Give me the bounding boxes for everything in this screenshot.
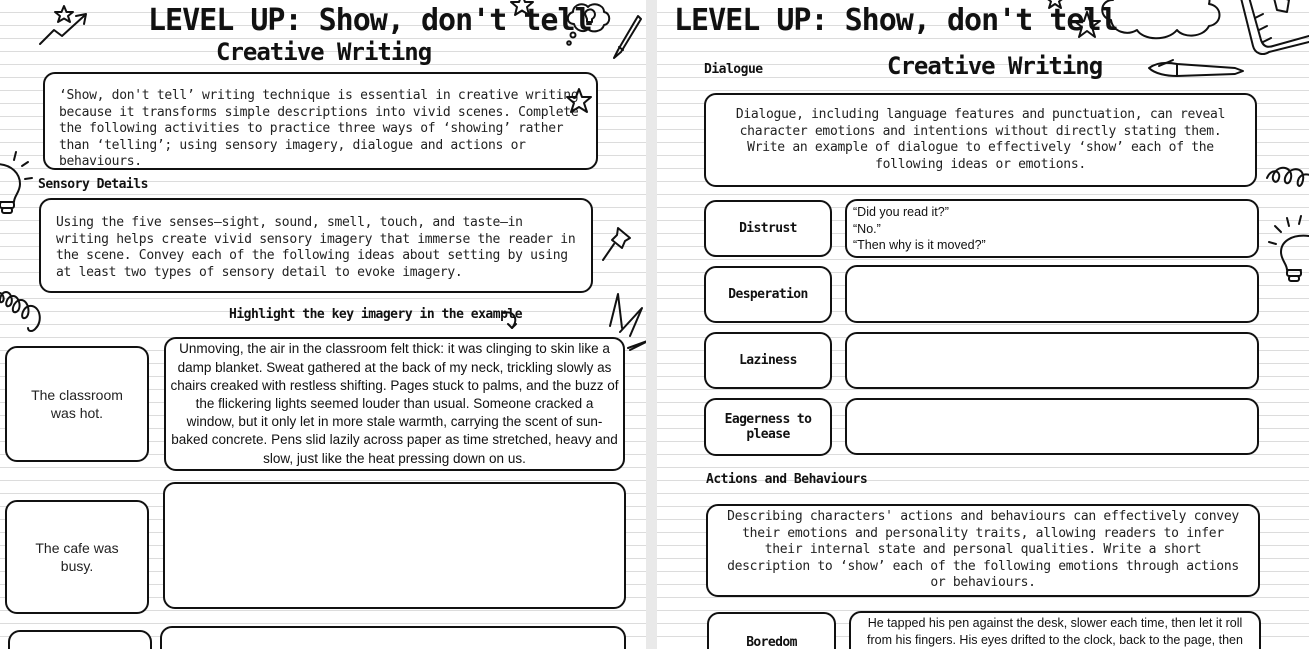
dialogue-label-desperation: Desperation <box>704 266 832 323</box>
star-arrow-icon <box>36 4 92 48</box>
sensory-answer-field[interactable] <box>160 626 626 649</box>
page-subtitle: Creative Writing <box>887 52 1103 80</box>
sensory-details-heading: Sensory Details <box>38 177 148 192</box>
worksheet-page-left <box>0 0 646 649</box>
dialogue-instructions-box: Dialogue, including language features and punctuation, can reveal character emotions and intentions without directly stating them. Write an example of dialogue to effectively ‘show’ each of the following ideas or emotions. <box>704 93 1257 187</box>
sensory-prompt-cell: The cafe was busy. <box>5 500 149 614</box>
star-icon <box>1069 10 1103 42</box>
dialogue-answer-field[interactable] <box>845 265 1259 323</box>
dialogue-line: “Did you read it?” <box>853 205 949 219</box>
dialogue-label-laziness: Laziness <box>704 332 832 389</box>
lightbulb-icon <box>1267 212 1309 286</box>
star-icon <box>563 88 593 116</box>
worksheet-page-right <box>657 0 1309 649</box>
dialogue-answer-field[interactable] <box>845 199 1259 258</box>
dialogue-label-distrust: Distrust <box>704 200 832 257</box>
lightbulb-thought-icon <box>564 2 614 48</box>
pen-icon <box>1147 58 1247 82</box>
lightbulb-icon <box>0 150 34 220</box>
page-title: LEVEL UP: Show, don't tell <box>148 3 592 38</box>
dialogue-answer-field[interactable] <box>845 332 1259 389</box>
page-subtitle: Creative Writing <box>216 38 432 66</box>
dialogue-heading: Dialogue <box>704 62 763 77</box>
sensory-prompt-cell: The classroom was hot. <box>5 346 149 462</box>
dialogue-label-eagerness: Eagerness to please <box>704 398 832 456</box>
dialogue-line: “Then why is it moved?” <box>853 238 986 252</box>
dialogue-answer-field[interactable] <box>845 398 1259 455</box>
swirl-icon <box>0 288 50 334</box>
pen-icon <box>610 14 642 62</box>
sensory-answer-field[interactable] <box>163 482 626 609</box>
actions-instructions-box: Describing characters' actions and behaviours can effectively convey their emotions and personality traits, allowing readers to infer their internal state and personal qualities. Write a short description to ‘show’ each of the following emotions through actions or behaviours. <box>706 504 1260 597</box>
page-title: LEVEL UP: Show, don't tell <box>674 3 1118 38</box>
action-answer-field[interactable]: He tapped his pen against the desk, slower each time, then let it roll from his fingers. His eyes drifted to the clock, back to the page, then <box>849 611 1261 649</box>
intro-box: ‘Show, don't tell’ writing technique is essential in creative writing because it transforms simple descriptions into vivid scenes. Complete the following activities to practice three ways of ‘showing’ rather than ‘telling’; using sensory imagery, dialogue and actions or behaviours. <box>43 72 598 170</box>
arrow-icon <box>502 310 522 332</box>
actions-behaviours-heading: Actions and Behaviours <box>706 472 868 487</box>
star-icon <box>508 0 536 24</box>
sensory-prompt-cell <box>8 630 152 649</box>
swirl-icon <box>1265 160 1309 200</box>
sensory-example-cell: Unmoving, the air in the classroom felt thick: it was clinging to skin like a damp blanket. Sweat gathered at the back of my neck, trickling slowly as chairs creaked with restless shifting. Pages stuck to palms, and the buzz of the flickering lights seemed louder than usual. Someone cracked a window, but it only let in more stale warmth, carrying the scent of sun-baked concrete. Pens slid lazily across paper as time stretched, heavy and slow, just like the heat pressing down on us. <box>164 337 625 471</box>
action-label-boredom: Boredom <box>707 612 836 649</box>
dialogue-line: “No.” <box>853 221 881 236</box>
highlight-instruction: Highlight the key imagery in the example <box>229 307 523 322</box>
sensory-instructions-box: Using the five senses—sight, sound, smell, touch, and taste—in writing helps create vivid sensory imagery that immerse the reader in the scene. Convey each of the following ideas about setting by using at least two types of sensory detail to evoke imagery. <box>39 198 593 293</box>
pushpin-icon <box>600 224 634 264</box>
